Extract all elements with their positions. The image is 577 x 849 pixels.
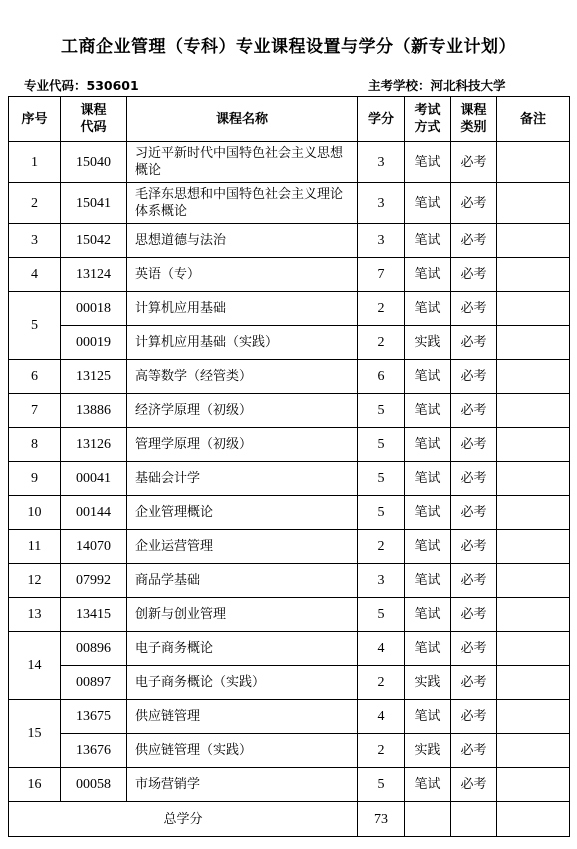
cell-code: 13126 <box>61 428 127 462</box>
cell-name: 英语（专） <box>127 258 358 292</box>
cell-credit: 7 <box>358 258 405 292</box>
cell-type: 必考 <box>451 768 497 802</box>
cell-seq: 16 <box>9 768 61 802</box>
cell-remark <box>497 666 570 700</box>
total-empty-remark <box>497 802 570 837</box>
cell-code: 14070 <box>61 530 127 564</box>
cell-type: 必考 <box>451 428 497 462</box>
table-row <box>9 496 570 530</box>
cell-credit: 4 <box>358 632 405 666</box>
cell-exam: 实践 <box>405 734 451 768</box>
cell-credit: 3 <box>358 183 405 224</box>
cell-code: 13124 <box>61 258 127 292</box>
cell-seq: 10 <box>9 496 61 530</box>
cell-seq: 9 <box>9 462 61 496</box>
cell-seq: 5 <box>9 292 61 360</box>
cell-remark <box>497 564 570 598</box>
header-credit: 学分 <box>358 97 405 142</box>
header-type <box>451 97 497 142</box>
cell-remark <box>497 734 570 768</box>
cell-type: 必考 <box>451 462 497 496</box>
cell-type: 必考 <box>451 530 497 564</box>
cell-code: 15040 <box>61 142 127 183</box>
cell-name: 商品学基础 <box>127 564 358 598</box>
cell-name: 高等数学（经管类） <box>127 360 358 394</box>
cell-code: 15042 <box>61 224 127 258</box>
cell-seq: 4 <box>9 258 61 292</box>
header-remark: 备注 <box>497 97 570 142</box>
cell-code: 07992 <box>61 564 127 598</box>
cell-exam: 笔试 <box>405 224 451 258</box>
cell-credit: 5 <box>358 496 405 530</box>
cell-type: 必考 <box>451 734 497 768</box>
cell-credit: 5 <box>358 768 405 802</box>
cell-code: 15041 <box>61 183 127 224</box>
cell-exam: 笔试 <box>405 530 451 564</box>
cell-credit: 5 <box>358 428 405 462</box>
cell-code: 13886 <box>61 394 127 428</box>
cell-name: 企业运营管理 <box>127 530 358 564</box>
table-row <box>9 326 570 360</box>
cell-credit: 2 <box>358 734 405 768</box>
header-exam-line2: 方式 <box>414 120 441 135</box>
major-code: 专业代码：530601 <box>24 78 139 93</box>
cell-name: 供应链管理 <box>127 700 358 734</box>
cell-code: 00896 <box>61 632 127 666</box>
cell-exam: 笔试 <box>405 394 451 428</box>
table-row <box>9 598 570 632</box>
cell-type: 必考 <box>451 224 497 258</box>
header-code-line1: 课程 <box>80 103 107 118</box>
table-row <box>9 394 570 428</box>
cell-credit: 3 <box>358 224 405 258</box>
table-row <box>9 530 570 564</box>
cell-exam: 笔试 <box>405 258 451 292</box>
cell-exam: 笔试 <box>405 564 451 598</box>
header-name: 课程名称 <box>127 97 358 142</box>
host-school: 主考学校：河北科技大学 <box>368 78 506 93</box>
table-row <box>9 142 570 183</box>
cell-code: 00018 <box>61 292 127 326</box>
cell-remark <box>497 462 570 496</box>
cell-name: 经济学原理（初级） <box>127 394 358 428</box>
cell-credit: 3 <box>358 142 405 183</box>
cell-exam: 笔试 <box>405 700 451 734</box>
total-empty-exam <box>405 802 451 837</box>
cell-seq: 15 <box>9 700 61 768</box>
cell-name: 习近平新时代中国特色社会主义思想概论 <box>127 142 358 183</box>
cell-seq: 11 <box>9 530 61 564</box>
cell-exam: 笔试 <box>405 292 451 326</box>
cell-code: 00058 <box>61 768 127 802</box>
cell-code: 13415 <box>61 598 127 632</box>
cell-exam: 笔试 <box>405 496 451 530</box>
cell-type: 必考 <box>451 183 497 224</box>
cell-exam: 笔试 <box>405 632 451 666</box>
cell-type: 必考 <box>451 564 497 598</box>
cell-name: 供应链管理（实践） <box>127 734 358 768</box>
cell-type: 必考 <box>451 142 497 183</box>
cell-exam: 笔试 <box>405 598 451 632</box>
cell-remark <box>497 530 570 564</box>
cell-name: 计算机应用基础（实践） <box>127 326 358 360</box>
cell-name: 市场营销学 <box>127 768 358 802</box>
cell-credit: 3 <box>358 564 405 598</box>
cell-remark <box>497 768 570 802</box>
cell-remark <box>497 183 570 224</box>
cell-credit: 5 <box>358 462 405 496</box>
cell-seq: 7 <box>9 394 61 428</box>
cell-type: 必考 <box>451 496 497 530</box>
total-credit: 73 <box>358 802 405 837</box>
cell-remark <box>497 292 570 326</box>
cell-code: 13676 <box>61 734 127 768</box>
cell-type: 必考 <box>451 360 497 394</box>
cell-type: 必考 <box>451 666 497 700</box>
cell-credit: 2 <box>358 530 405 564</box>
cell-remark <box>497 360 570 394</box>
cell-name: 思想道德与法治 <box>127 224 358 258</box>
cell-seq: 3 <box>9 224 61 258</box>
cell-exam: 笔试 <box>405 360 451 394</box>
cell-code: 13125 <box>61 360 127 394</box>
total-empty-type <box>451 802 497 837</box>
cell-exam: 笔试 <box>405 428 451 462</box>
cell-type: 必考 <box>451 292 497 326</box>
cell-seq: 6 <box>9 360 61 394</box>
cell-name: 电子商务概论 <box>127 632 358 666</box>
cell-name: 计算机应用基础 <box>127 292 358 326</box>
table-row <box>9 564 570 598</box>
cell-exam: 笔试 <box>405 768 451 802</box>
cell-credit: 2 <box>358 326 405 360</box>
cell-seq: 2 <box>9 183 61 224</box>
cell-remark <box>497 496 570 530</box>
cell-seq: 1 <box>9 142 61 183</box>
cell-seq: 13 <box>9 598 61 632</box>
cell-credit: 2 <box>358 292 405 326</box>
cell-remark <box>497 258 570 292</box>
cell-code: 00144 <box>61 496 127 530</box>
cell-exam: 笔试 <box>405 183 451 224</box>
cell-remark <box>497 598 570 632</box>
total-row <box>9 802 570 837</box>
cell-remark <box>497 428 570 462</box>
cell-remark <box>497 142 570 183</box>
cell-remark <box>497 224 570 258</box>
cell-exam: 笔试 <box>405 142 451 183</box>
table-row <box>9 734 570 768</box>
course-table <box>8 96 570 837</box>
cell-seq: 8 <box>9 428 61 462</box>
table-row <box>9 462 570 496</box>
cell-name: 电子商务概论（实践） <box>127 666 358 700</box>
cell-type: 必考 <box>451 394 497 428</box>
table-row <box>9 768 570 802</box>
cell-code: 13675 <box>61 700 127 734</box>
table-row <box>9 292 570 326</box>
cell-seq: 14 <box>9 632 61 700</box>
header-code <box>61 97 127 142</box>
cell-name: 企业管理概论 <box>127 496 358 530</box>
cell-exam: 实践 <box>405 326 451 360</box>
cell-type: 必考 <box>451 258 497 292</box>
cell-credit: 5 <box>358 598 405 632</box>
header-exam-line1: 考试 <box>414 103 441 118</box>
cell-type: 必考 <box>451 598 497 632</box>
cell-name: 毛泽东思想和中国特色社会主义理论体系概论 <box>127 183 358 224</box>
header-exam <box>405 97 451 142</box>
cell-name: 创新与创业管理 <box>127 598 358 632</box>
cell-name: 管理学原理（初级） <box>127 428 358 462</box>
cell-type: 必考 <box>451 632 497 666</box>
table-row <box>9 224 570 258</box>
cell-code: 00897 <box>61 666 127 700</box>
table-header-row <box>9 97 570 142</box>
table-row <box>9 700 570 734</box>
header-type-line2: 类别 <box>460 120 487 135</box>
cell-code: 00041 <box>61 462 127 496</box>
cell-exam: 笔试 <box>405 462 451 496</box>
header-type-line1: 课程 <box>460 103 487 118</box>
table-row <box>9 258 570 292</box>
header-seq: 序号 <box>9 97 61 142</box>
cell-remark <box>497 700 570 734</box>
cell-name: 基础会计学 <box>127 462 358 496</box>
cell-remark <box>497 326 570 360</box>
page-title: 工商企业管理（专科）专业课程设置与学分（新专业计划） <box>61 37 516 57</box>
cell-type: 必考 <box>451 700 497 734</box>
cell-exam: 实践 <box>405 666 451 700</box>
table-row <box>9 666 570 700</box>
cell-credit: 6 <box>358 360 405 394</box>
cell-credit: 5 <box>358 394 405 428</box>
cell-code: 00019 <box>61 326 127 360</box>
table-row <box>9 632 570 666</box>
cell-credit: 4 <box>358 700 405 734</box>
total-label: 总学分 <box>9 802 358 837</box>
header-code-line2: 代码 <box>80 120 107 135</box>
cell-remark <box>497 632 570 666</box>
table-row <box>9 183 570 224</box>
table-row <box>9 360 570 394</box>
cell-remark <box>497 394 570 428</box>
cell-credit: 2 <box>358 666 405 700</box>
table-row <box>9 428 570 462</box>
cell-seq: 12 <box>9 564 61 598</box>
cell-type: 必考 <box>451 326 497 360</box>
